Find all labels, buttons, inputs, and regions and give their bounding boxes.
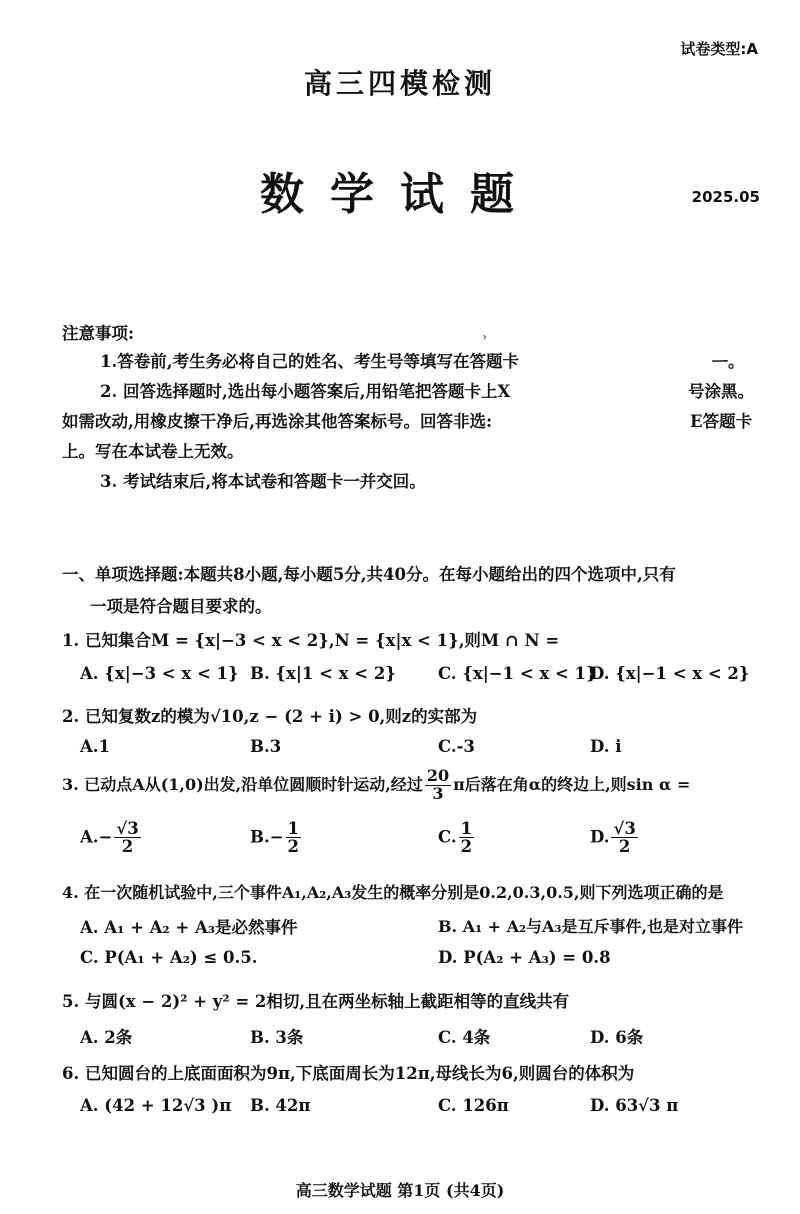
question-2-option-a: A.1: [80, 737, 111, 756]
question-3-fraction-num: 20: [426, 766, 450, 785]
question-4-option-a: A. A₁ + A₂ + A₃是必然事件: [80, 918, 298, 937]
question-1-stem: 1. 已知集合M = {x|−3 < x < 2},N = {x|x < 1},则M ∩ N =: [62, 631, 560, 650]
option-label: B.: [250, 827, 270, 847]
notes-line-1: 1.答卷前,考生务必将自己的姓名、考生号等填写在答题卡: [100, 352, 519, 371]
notes-line-4: 上。写在本试卷上无效。: [62, 442, 244, 461]
question-4-option-d: D. P(A₂ + A₃) = 0.8: [438, 948, 611, 967]
question-1-option-c: C. {x|−1 < x < 1}: [438, 664, 597, 683]
question-3-stem-post: π后落在角α的终边上,则sin α =: [453, 774, 691, 794]
notes-line-2-tail: 号涂黑。: [688, 382, 754, 401]
option-sign: −: [269, 827, 284, 847]
notes-line-3: 如需改动,用橡皮擦干净后,再选涂其他答案标号。回答非选:: [62, 412, 493, 431]
question-3-stem-pre: 3. 已动点A从(1,0)出发,沿单位圆顺时针运动,经过: [62, 774, 423, 794]
question-4-option-b: B. A₁ + A₂与A₃是互斥事件,也是对立事件: [438, 917, 744, 936]
question-5-option-b: B. 3条: [250, 1028, 304, 1047]
question-1-option-b: B. {x|1 < x < 2}: [250, 664, 396, 683]
option-fraction: [286, 820, 301, 856]
option-sign: −: [98, 827, 113, 847]
question-2-option-d: D. i: [590, 737, 622, 756]
question-3-stem: [62, 768, 690, 803]
question-5-option-d: D. 6条: [590, 1028, 644, 1047]
notes-line-1-tail: ᅳ。: [712, 352, 745, 371]
question-3-option-b: [250, 820, 303, 856]
fraction-num: 1: [460, 819, 473, 838]
question-3-option-c: [438, 820, 476, 856]
fraction-den: 2: [121, 837, 134, 857]
question-2-option-c: C.-3: [438, 737, 475, 756]
question-6-option-d: D. 63√3 π: [590, 1096, 679, 1115]
paper-type-label: 试卷类型:A: [680, 40, 758, 58]
question-6-option-b: B. 42π: [250, 1096, 311, 1115]
question-6-option-c: C. 126π: [438, 1096, 509, 1115]
option-fraction: [114, 820, 140, 856]
question-3-option-d: [590, 820, 640, 856]
notes-line-3-tail: E答题卡: [690, 412, 753, 431]
fraction-num: √3: [116, 819, 139, 838]
notes-heading: 注意事项:: [62, 324, 135, 343]
question-6-option-a: A. (42 + 12√3 )π: [80, 1096, 232, 1115]
exam-title: 高三四模检测: [303, 67, 496, 100]
exam-date: 2025.05: [691, 188, 760, 206]
handwritten-mark: ʾ: [483, 334, 488, 350]
option-label: D.: [590, 827, 610, 847]
question-1-option-a: A. {x|−3 < x < 1}: [80, 664, 239, 683]
fraction-den: 2: [460, 837, 473, 857]
subject-title: 数学试题: [260, 169, 540, 220]
section-heading: 一、单项选择题:本题共8小题,每小题5分,共40分。在每小题给出的四个选项中,只有: [62, 565, 676, 584]
fraction-den: 2: [287, 837, 300, 857]
notes-line-2: 2. 回答选择题时,选出每小题答案后,用铅笔把答题卡上X: [100, 382, 511, 401]
option-fraction: [611, 820, 637, 856]
redacted-area: [560, 342, 686, 434]
question-3-fraction: [425, 768, 451, 803]
question-4-option-c: C. P(A₁ + A₂) ≤ 0.5.: [80, 948, 258, 967]
question-1-option-d: D. {x|−1 < x < 2}: [590, 664, 750, 683]
page-footer: 高三数学试题 第1页 (共4页): [295, 1181, 505, 1200]
question-6-stem: 6. 已知圆台的上底面面积为9π,下底面周长为12π,母线长为6,则圆台的体积为: [62, 1064, 635, 1083]
question-2-option-b: B.3: [250, 737, 282, 756]
option-label: C.: [438, 827, 457, 847]
question-3-option-a: [80, 820, 143, 856]
question-5-stem: 5. 与圆(x − 2)² + y² = 2相切,且在两坐标轴上截距相等的直线共有: [62, 992, 570, 1011]
option-label: A.: [80, 827, 99, 847]
question-5-option-c: C. 4条: [438, 1028, 491, 1047]
question-5-option-a: A. 2条: [80, 1028, 133, 1047]
option-fraction: [459, 820, 474, 856]
question-3-fraction-den: 3: [432, 783, 444, 803]
section-heading-continued: 一项是符合题目要求的。: [90, 597, 272, 616]
fraction-den: 2: [618, 837, 631, 857]
notes-line-5: 3. 考试结束后,将本试卷和答题卡一并交回。: [100, 472, 426, 491]
fraction-num: √3: [613, 819, 636, 838]
question-4-stem: 4. 在一次随机试验中,三个事件A₁,A₂,A₃发生的概率分别是0.2,0.3,0.5,则下列选项正确的是: [62, 883, 724, 902]
fraction-num: 1: [287, 819, 300, 838]
question-2-stem: 2. 已知复数z的模为√10,z − (2 + i) > 0,则z的实部为: [62, 707, 478, 726]
